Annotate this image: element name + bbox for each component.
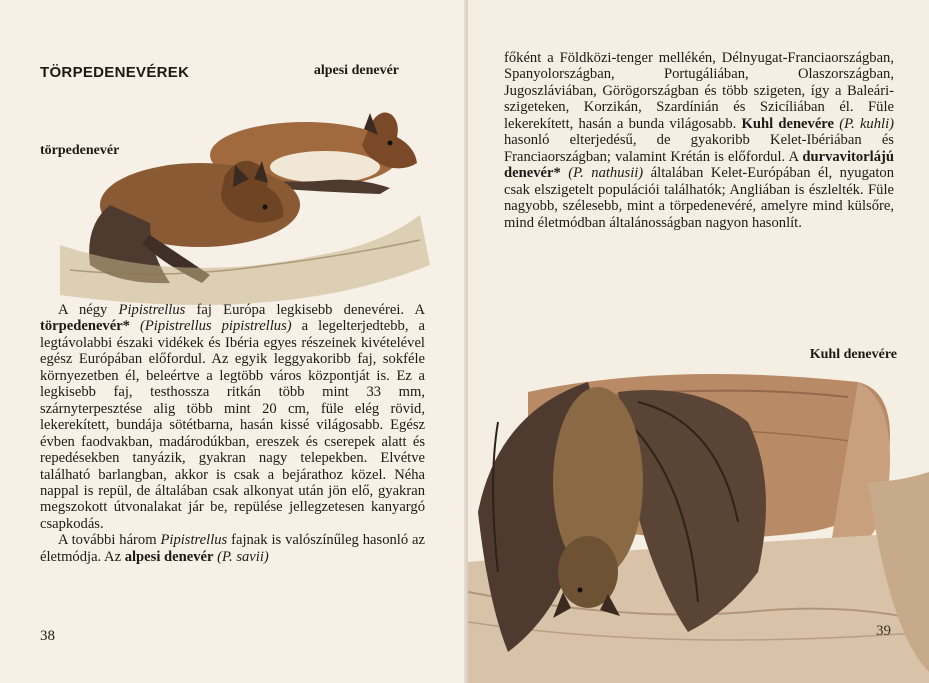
kuhl-bat-illustration — [468, 362, 929, 683]
right-paragraph — [504, 50, 894, 231]
text-run: A négy — [58, 302, 119, 318]
text-run: A további három — [58, 532, 161, 549]
caption-alpesi-denever: alpesi denevér — [313, 63, 399, 78]
page-number-right: 39 — [876, 623, 891, 639]
italic-run: (P. kuhli) — [834, 115, 894, 132]
left-paragraph-1 — [40, 302, 425, 532]
italic-run: Pipistrellus — [118, 302, 186, 318]
bold-run: durvavitorlájú denevér* — [504, 148, 894, 182]
caption-kuhl-denevere: Kuhl denevére — [809, 347, 897, 362]
left-body-text — [40, 302, 425, 565]
italic-run: (P. nathusii) — [560, 165, 644, 182]
pipistrelle-bats-illustration — [40, 95, 430, 305]
left-paragraph-2 — [40, 532, 425, 565]
text-run: faj Európa legkisebb denevérei. A — [185, 302, 425, 318]
bold-run: Kuhl denevére — [741, 115, 835, 132]
text-run: fajnak is valószínűleg hasonló az életmódja. Az — [40, 532, 425, 565]
text-run: hasonló elterjedésű, de gyakoribb Kelet-Ibériában és Franciaországban; valamint Krétán is előfordul. A — [504, 132, 894, 165]
italic-run: (P. savii) — [213, 548, 269, 565]
bold-run: törpedenevér* — [40, 318, 130, 335]
italic-run: (Pipistrellus pipistrellus) — [129, 318, 292, 335]
right-page — [468, 0, 929, 683]
section-heading: TÖRPEDENEVÉREK — [40, 64, 190, 81]
italic-run: Pipistrellus — [160, 532, 228, 549]
text-run: a legelterjedtebb, a legtávolabbi északi vidékek és Ibéria egyes részeinek kivételével egész Európában előfordul. Az egyik leggyakoribb faj, sokféle környezetben él, beleértve a legtöbb város központját is. Ez a legkisebb faj, testhossza ritkán több mint 33 mm, szárnyterpesztése alig több mint 20 cm, füle elég rövid, lekerekített, bundája sötétbarna, hasán kissé világosabb. Egész évben faodvakban, madárodúkban, ereszek és cserepek alatt és repedésekben tanyázik, gyakran nagy telepekben. Elvétve található barlangban, akkor is csak a bejárathoz közel. Néha nappal is repül, de általában csak alkonyat után jön elő, gyakran megszokott útvonalakat jár be, repülése jellegzetesen kanyargó csapkodás. — [40, 318, 425, 532]
caption-torpedenever: törpedenevér — [40, 143, 120, 158]
right-body-text — [504, 50, 894, 231]
bold-run: alpesi denevér — [124, 548, 214, 565]
page-number-left: 38 — [40, 628, 55, 644]
text-run: főként a Földközi-tenger mellékén, Délnyugat-Franciaországban, Spanyolországban, Portugáliában, Olaszországban, Jugoszláviában, Görögországban és több szigeten, így a Baleári-szigeteken, Korzikán, Szardínián és Szicíliában él. Füle lekerekített, hasán a bunda világosabb. — [504, 50, 894, 132]
text-run: általában Kelet-Európában él, nyugaton csak elszigetelt populációi találhatók; Angliában is észlelték. Füle nagyobb, szélesebb, mint a törpedenevéré, amelyre mind külsőre, mind életmódban általánosságban nagyon hasonlít. — [504, 165, 894, 231]
